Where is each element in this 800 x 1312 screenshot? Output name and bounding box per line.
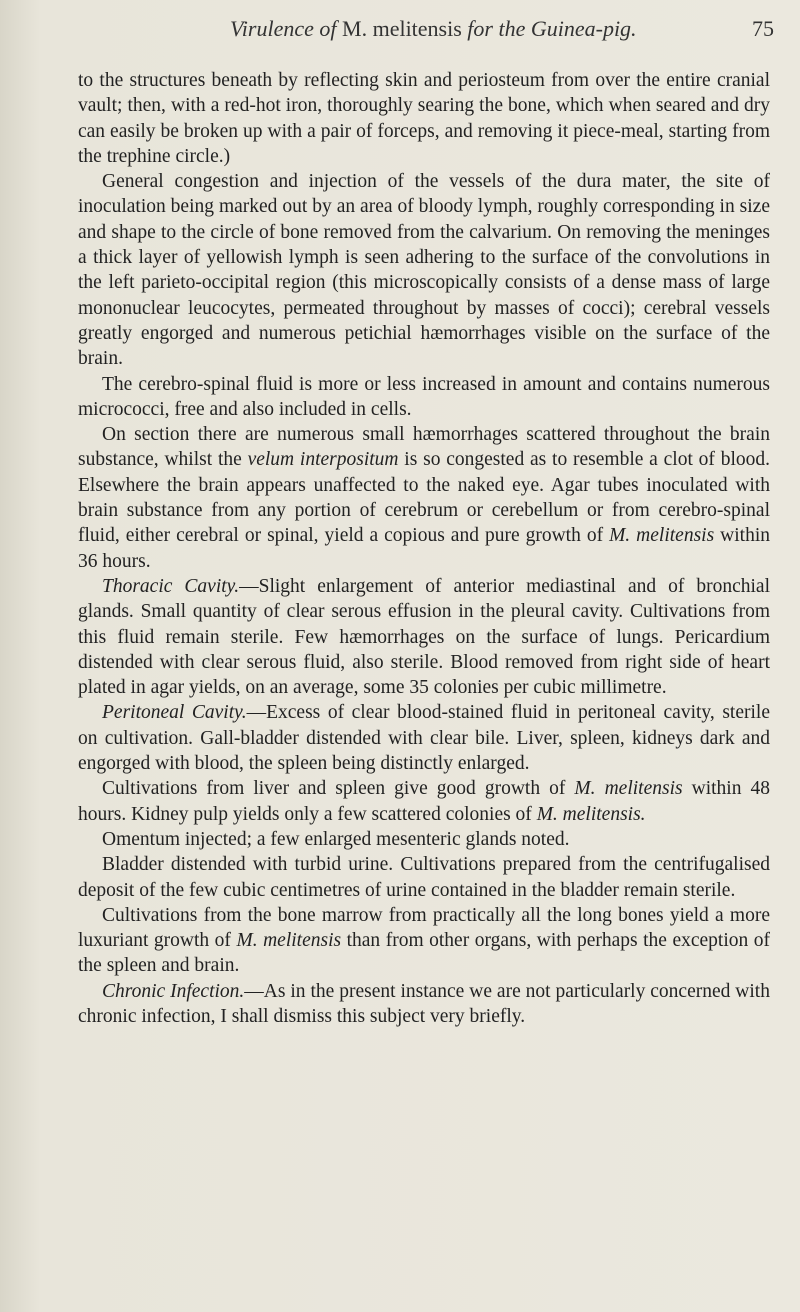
text-run: is so congested as to resemble a clot of blood. Elsewhere the brain appears unaffected to the naked eye. Agar tubes inoculated with brain substance from any portion of cerebrum or cerebellum or from cerebro-spinal fluid, either cerebral or spinal, yield a copious and pure growth of <box>78 449 770 547</box>
text-run: —Excess of clear blood-stained fluid in peritoneal cavity, sterile on cultivation. Gall-bladder distended with clear bile. Liver, spleen, kidneys dark and engorged with blood, the spleen being distinctly enlarged. <box>78 702 770 775</box>
paragraph <box>78 169 770 371</box>
page-number: 75 <box>752 16 774 41</box>
paragraph <box>78 852 770 903</box>
text-run: —Slight enlargement of anterior mediastinal and of bronchial glands. Small quantity of clear serous effusion in the pleural cavity. Cultivations from this fluid remain sterile. Few hæmorrhages on the surface of lungs. Pericardium distended with clear serous fluid, also sterile. Blood removed from right side of heart plated in agar yields, on an average, some 35 colonies per cubic millimetre. <box>78 575 770 699</box>
running-head <box>230 16 637 42</box>
paragraph <box>78 827 770 852</box>
text-run: Bladder distended with turbid urine. Cultivations prepared from the centrifugalised deposit of the few cubic centimetres of urine contained in the bladder remain sterile. <box>78 854 770 901</box>
text-run: General congestion and injection of the vessels of the dura mater, the site of inoculation being marked out by an area of bloody lymph, roughly corresponding in size and shape to the circle of bone removed from the calvarium. On removing the meninges a thick layer of yellowish lymph is seen adhering to the surface of the convolutions in the left parieto-occipital region (this microscopically consists of a dense mass of large mononuclear leucocytes, permeated throughout by masses of cocci); cerebral vessels greatly engorged and numerous petichial hæmorrhages visible on the surface of the brain. <box>78 171 770 370</box>
running-head-of: of <box>319 16 337 41</box>
text-run: Omentum injected; a few enlarged mesenteric glands noted. <box>102 828 570 850</box>
italic-term: M. melitensis <box>609 525 715 547</box>
running-head-suffix: for the Guinea-pig. <box>467 16 637 41</box>
text-run: than from other organs, with perhaps the exception of the spleen and brain. <box>78 930 771 977</box>
paragraph <box>78 903 770 979</box>
section-heading: Peritoneal Cavity. <box>102 702 247 724</box>
paragraph <box>78 979 770 1030</box>
section-heading: Thoracic Cavity. <box>102 575 240 597</box>
section-heading: Chronic Infection. <box>102 980 245 1002</box>
running-head-species: M. melitensis <box>342 16 462 41</box>
text-run: On section there are numerous small hæmorrhages scattered throughout the brain substance, whilst the <box>78 424 770 471</box>
paragraph <box>78 422 770 574</box>
italic-term: M. melitensis <box>574 778 683 800</box>
text-run: within 36 hours. <box>78 525 770 572</box>
italic-term: M. melitensis <box>236 930 342 952</box>
paragraph <box>78 776 770 827</box>
text-run: Cultivations from the bone marrow from practically all the long bones yield a more luxuriant growth of <box>78 904 770 952</box>
text-run: The cerebro-spinal fluid is more or less increased in amount and contains numerous micrococci, free and also included in cells. <box>78 373 770 420</box>
text-run: within 48 hours. Kidney pulp yields only a few scattered colonies of <box>78 778 771 825</box>
text-run: Cultivations from liver and spleen give good growth of <box>102 778 575 800</box>
paragraph <box>78 574 770 700</box>
text-run: to the structures beneath by reflecting skin and periosteum from over the entire cranial vault; then, with a red-hot iron, thoroughly searing the bone, which when seared and dry can easily be broken up with a pair of forceps, and removing it piece-meal, starting from the trephine circle.) <box>78 70 770 167</box>
page-header <box>0 10 800 50</box>
italic-term: M. melitensis. <box>536 803 646 825</box>
paragraph <box>78 700 770 776</box>
body-text <box>78 68 770 1029</box>
paragraph <box>78 68 770 169</box>
text-run: —As in the present instance we are not particularly concerned with chronic infection, I shall dismiss this subject very briefly. <box>78 980 770 1027</box>
italic-term: velum interpositum <box>247 449 399 471</box>
paragraph <box>78 372 770 423</box>
running-head-prefix: Virulence <box>230 16 314 41</box>
